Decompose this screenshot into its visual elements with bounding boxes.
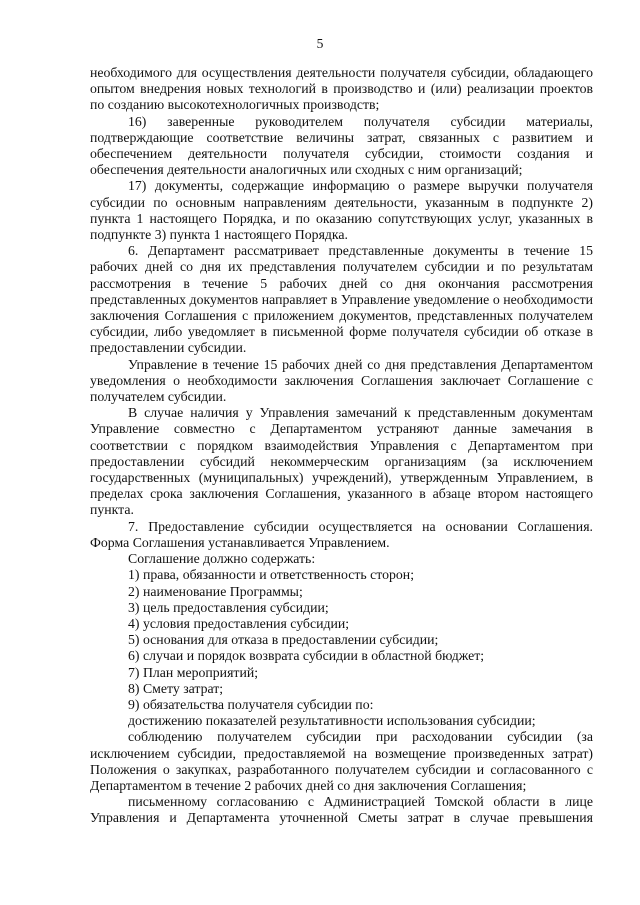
agreement-item-2: 2) наименование Программы; — [128, 583, 303, 599]
obligation-budget-approval: письменному согласованию с Администрацией Томской области в лице Управления и Департамента уточненной Сметы затрат в случае превышения — [90, 794, 593, 826]
list-item-16: 16) заверенные руководителем получателя субсидии материалы, подтверждающие соответствие величины затрат, связанных с развитием и обеспечением деятельности получателя субсидии, стоимости создания и обеспечения деятельности аналогичных или сходных с ним организаций; — [90, 113, 593, 178]
agreement-item-3: 3) цель предоставления субсидии; — [128, 599, 329, 615]
agreement-item-5: 5) основания для отказа в предоставлении субсидии; — [128, 632, 439, 648]
obligation-performance-indicators: достижению показателей результативности использования субсидии; — [128, 713, 536, 729]
clause-7: 7. Предоставление субсидии осуществляется на основании Соглашения. Форма Соглашения устанавливается Управлением. — [90, 518, 593, 550]
document-body — [90, 65, 593, 827]
clause-6: 6. Департамент рассматривает представленные документы в течение 15 рабочих дней со дня их представления получателем субсидии и по результатам рассмотрения в течение 5 рабочих дней со дня окончания рассмотрения представленных документов направляет в Управление уведомление о необходимости заключения Соглашения с приложением документов, представленных получателем субсидии, либо уведомляет в письменной форме получателя субсидии об отказе в предоставлении субсидии. — [90, 243, 593, 356]
paragraph-continuation: необходимого для осуществления деятельности получателя субсидии, обладающего опытом внедрения новых технологий в производство и (или) реализации проектов по созданию высокотехнологичных производств; — [90, 65, 593, 113]
agreement-item-4: 4) условия предоставления субсидии; — [128, 615, 350, 631]
agreement-item-6: 6) случаи и порядок возврата субсидии в областной бюджет; — [128, 648, 485, 664]
agreement-contents-intro: Соглашение должно содержать: — [128, 551, 316, 567]
agreement-item-8: 8) Смету затрат; — [128, 680, 224, 696]
agreement-item-9: 9) обязательства получателя субсидии по: — [128, 696, 374, 712]
agreement-item-1: 1) права, обязанности и ответственность сторон; — [128, 567, 415, 583]
agreement-item-7: 7) План мероприятий; — [128, 664, 259, 680]
paragraph-remarks: В случае наличия у Управления замечаний к представленным документам Управление совместно с Департаментом устраняют данные замечания в соответствии с порядком взаимодействия Управления с Департаментом при предоставлении субсидий некоммерческим организациям (за исключением государственных (муниципальных) учреждений), утвержденным Управлением, в пределах срока заключения Соглашения, указанного в абзаце втором настоящего пункта. — [90, 405, 593, 518]
list-item-17: 17) документы, содержащие информацию о размере выручки получателя субсидии по основным направлениям деятельности, указанным в подпункте 2) пункта 1 настоящего Порядка, и по оказанию сопутствующих услуг, указанных в подпункте 3) пункта 1 настоящего Порядка. — [90, 178, 593, 243]
obligation-procurement-rules: соблюдению получателем субсидии при расходовании субсидии (за исключением субсидии, предоставляемой на возмещение произведенных затрат) Положения о закупках, разработанного получателем субсидии и согласованного с Департаментом в течение 2 рабочих дней со дня заключения Соглашения; — [90, 729, 593, 793]
page-number: 5 — [316, 36, 324, 51]
paragraph-agreement-conclusion: Управление в течение 15 рабочих дней со дня представления Департаментом уведомления о необходимости заключения Соглашения заключает Соглашение с получателем субсидии. — [90, 356, 593, 405]
